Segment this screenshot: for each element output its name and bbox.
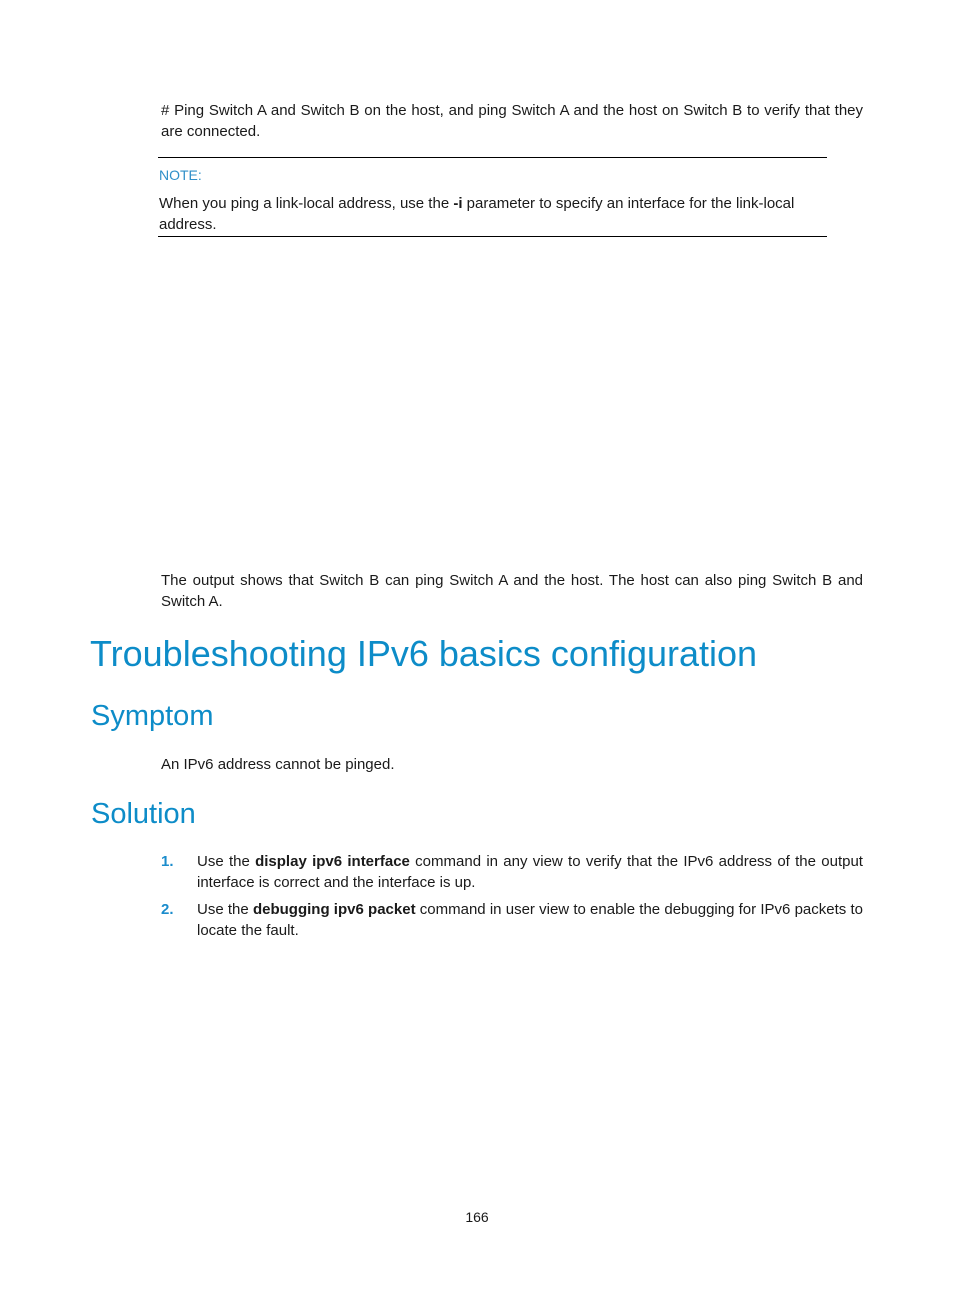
step-text-before: Use the	[197, 853, 256, 870]
step-text-after: command in any view to verify that the IPv6 address of the output interface is correct and the interface is up.	[197, 853, 863, 891]
section-title: Troubleshooting IPv6 basics configuration	[90, 633, 758, 674]
note-parameter: -i	[453, 195, 463, 212]
solution-steps	[161, 851, 863, 947]
step-number: 1.	[161, 853, 174, 870]
note-text-after: parameter to specify an interface for the link-local address.	[159, 195, 795, 233]
note-label: NOTE:	[159, 167, 202, 183]
note-text	[159, 193, 827, 235]
intro-paragraph: # Ping Switch A and Switch B on the host, and ping Switch A and the host on Switch B to verify that they are connected.	[161, 102, 863, 140]
step-command: display ipv6 interface	[255, 853, 410, 870]
symptom-heading: Symptom	[91, 700, 214, 732]
step-command: debugging ipv6 packet	[252, 901, 416, 918]
output-summary-paragraph: The output shows that Switch B can ping Switch A and the host. The host can also ping Switch B and Switch A.	[161, 572, 863, 610]
step-number: 2.	[161, 901, 174, 918]
note-box	[158, 157, 827, 237]
page-number: 166	[465, 1209, 489, 1225]
solution-heading: Solution	[91, 798, 196, 830]
symptom-text: An IPv6 address cannot be pinged.	[161, 756, 395, 773]
solution-step	[161, 899, 863, 941]
step-text-before: Use the	[197, 901, 253, 918]
solution-step	[161, 851, 863, 893]
step-text-after: command in user view to enable the debugging for IPv6 packets to locate the fault.	[197, 901, 863, 939]
note-text-before: When you ping a link-local address, use the	[159, 195, 454, 212]
